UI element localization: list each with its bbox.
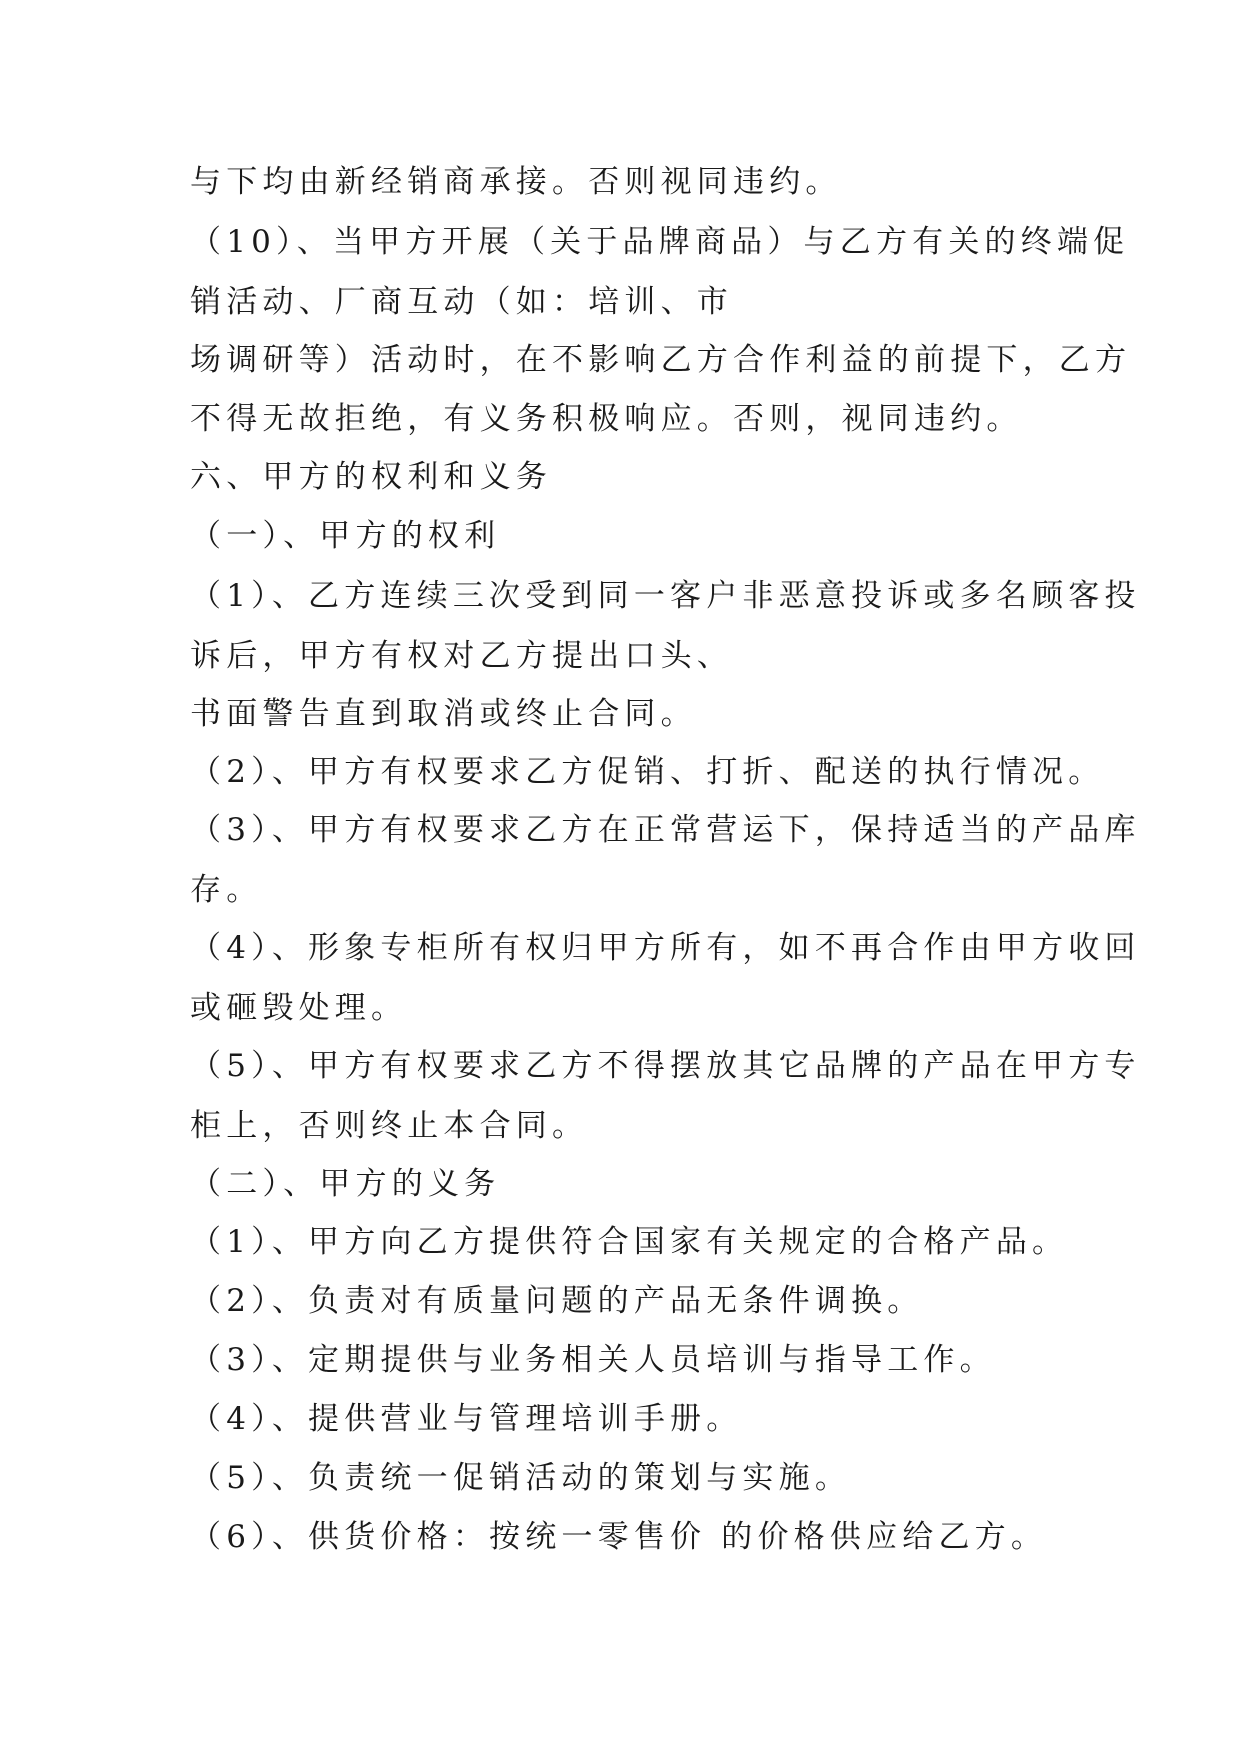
text-line-24: （6）、供货价格：按统一零售价 的价格供应给乙方。 [190,1519,1048,1555]
text-line-8: （1）、乙方连续三次受到同一客户非恶意投诉或多名顾客投 [190,578,1141,614]
text-line-20: （2）、负责对有质量问题的产品无条件调换。 [190,1283,924,1319]
section-heading-rights-obligations: 六、甲方的权利和义务 [190,459,552,495]
subheading-party-a-obligations: （二）、甲方的义务 [190,1166,501,1202]
text-line-11: （2）、甲方有权要求乙方促销、打折、配送的执行情况。 [190,754,1105,790]
text-line-1: 与下均由新经销商承接。否则视同违约。 [190,164,842,200]
text-line-10: 书面警告直到取消或终止合同。 [190,696,697,732]
text-line-15: 或砸毁处理。 [190,990,408,1026]
text-line-2: （10）、当甲方开展（关于品牌商品）与乙方有关的终端促 [190,224,1130,260]
text-line-17: 柜上，否则终止本合同。 [190,1108,589,1144]
text-line-19: （1）、甲方向乙方提供符合国家有关规定的合格产品。 [190,1224,1069,1260]
text-line-9: 诉后，甲方有权对乙方提出口头、 [190,638,733,674]
text-line-23: （5）、负责统一促销活动的策划与实施。 [190,1460,852,1496]
text-line-13: 存。 [190,872,263,908]
subheading-party-a-rights: （一）、甲方的权利 [190,518,501,554]
text-line-16: （5）、甲方有权要求乙方不得摆放其它品牌的产品在甲方专 [190,1048,1141,1084]
text-line-14: （4）、形象专柜所有权归甲方所有，如不再合作由甲方收回 [190,930,1141,966]
text-line-22: （4）、提供营业与管理培训手册。 [190,1401,743,1437]
text-line-21: （3）、定期提供与业务相关人员培训与指导工作。 [190,1342,996,1378]
text-line-5: 不得无故拒绝，有义务积极响应。否则，视同违约。 [190,401,1023,437]
text-line-4: 场调研等）活动时，在不影响乙方合作利益的前提下，乙方 [190,342,1132,378]
text-line-12: （3）、甲方有权要求乙方在正常营运下，保持适当的产品库 [190,812,1141,848]
text-line-3: 销活动、厂商互动（如：培训、市 [190,284,733,320]
